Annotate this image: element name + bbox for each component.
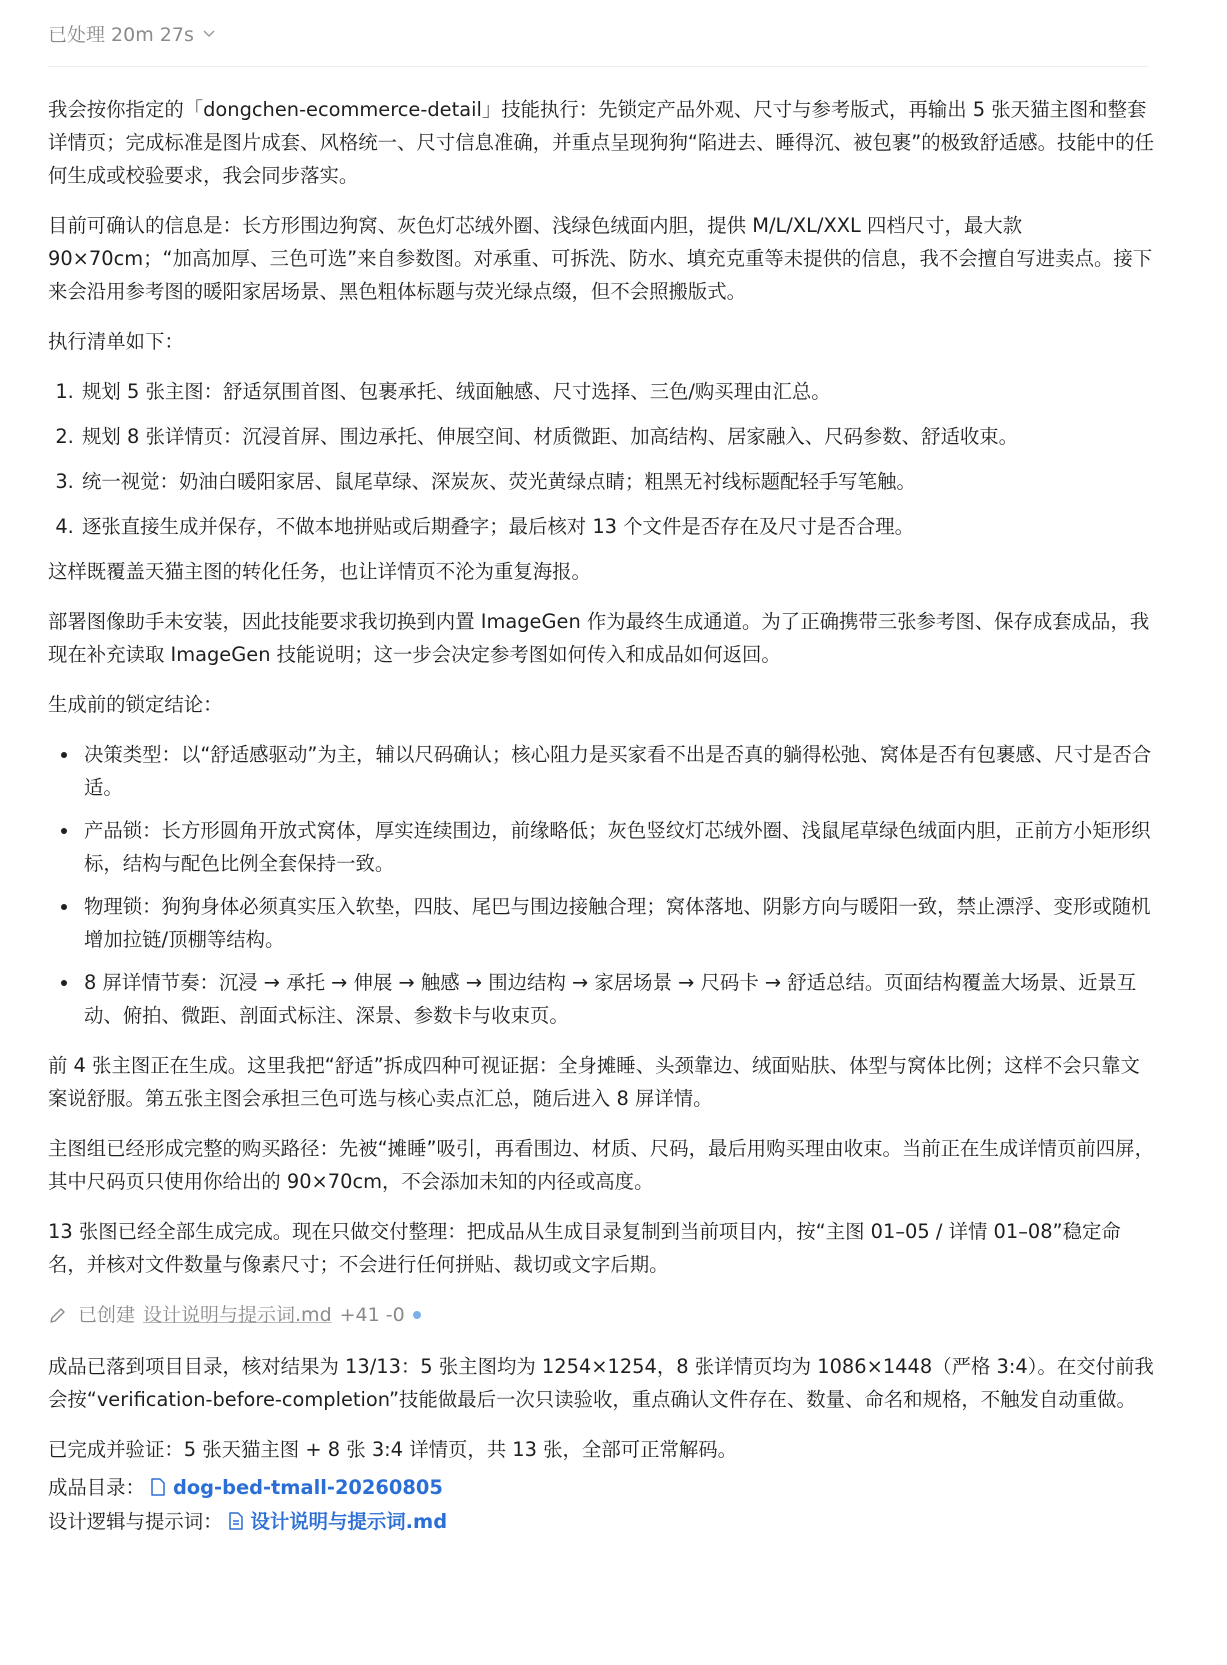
- file-icon: [149, 1477, 167, 1497]
- conclusions-list: [48, 738, 1158, 1032]
- conclusion-item: • 8 屏详情节奏：沉浸 → 承托 → 伸展 → 触感 → 围边结构 → 家居场景 → 尺码卡 → 舒适总结。页面结构覆盖大场景、近景互动、俯拍、微距、剖面式标注、深景、参数卡与收束页。: [80, 966, 1158, 1032]
- conclusion-item: • 决策类型：以“舒适感驱动”为主，辅以尺码确认；核心阻力是买家看不出是否真的躺得松弛、窝体是否有包裹感、尺寸是否合适。: [80, 738, 1158, 804]
- output-directory-name: dog-bed-tmall-20260805: [172, 1475, 443, 1499]
- pencil-icon: [48, 1305, 68, 1325]
- chat-message: [48, 0, 1188, 1538]
- created-label: 已创建: [78, 1303, 136, 1326]
- paragraph-known-info: 目前可确认的信息是：长方形围边狗窝、灰色灯芯绒外圈、浅绿色绒面内胆，提供 M/L/XL/XXL 四档尺寸，最大款 90×70cm；“加高加厚、三色可选”来自参数图。对承重、可拆洗、防水、填充克重等未提供的信息，我不会擅自写进卖点。接下来会沿用参考图的暖阳家居场景、黑色粗体标题与荧光绿点缀，但不会照搬版式。: [48, 214, 1153, 303]
- design-doc-name: 设计说明与提示词.md: [250, 1509, 448, 1533]
- checklist-item: 3. 统一视觉：奶油白暖阳家居、鼠尾草绿、深炭灰、荧光黄绿点睛；粗黑无衬线标题配轻手写笔触。: [80, 465, 1158, 498]
- checklist-item: 2. 规划 8 张详情页：沉浸首屏、围边承托、伸展空间、材质微距、加高结构、居家融入、尺码参数、舒适收束。: [80, 420, 1158, 453]
- chevron-down-icon[interactable]: [202, 26, 216, 40]
- conclusion-item: • 产品锁：长方形圆角开放式窝体，厚实连续围边，前缘略低；灰色竖纹灯芯绒外圈、浅鼠尾草绿色绒面内胆，正前方小矩形织标，结构与配色比例全套保持一致。: [80, 814, 1158, 880]
- paragraph-delivery: 13 张图已经全部生成完成。现在只做交付整理：把成品从生成目录复制到当前项目内，按“主图 01–05 / 详情 01–08”稳定命名，并核对文件数量与像素尺寸；不会进行任何拼贴、裁切或文字后期。: [48, 1220, 1121, 1276]
- status-dot: [413, 1311, 421, 1319]
- paragraph-imagegen: 部署图像助手未安装，因此技能要求我切换到内置 ImageGen 作为最终生成通道。为了正确携带三张参考图、保存成套成品，我现在补充读取 ImageGen 技能说明；这一步会决定参考图如何传入和成品如何返回。: [48, 610, 1150, 666]
- design-doc-link[interactable]: [223, 1505, 448, 1538]
- design-doc-label: 设计逻辑与提示词：: [48, 1509, 223, 1533]
- message-content: [48, 93, 1158, 1538]
- output-directory-link[interactable]: [145, 1471, 443, 1504]
- paragraph-purchase-path: 主图组已经形成完整的购买路径：先被“摊睡”吸引，再看围边、材质、尺码，最后用购买理由收束。当前正在生成详情页前四屏，其中尺码页只使用你给出的 90×70cm，不会添加未知的内径或高度。: [48, 1137, 1154, 1193]
- diff-stats: +41 -0: [339, 1303, 405, 1326]
- document-icon: [227, 1511, 245, 1531]
- processing-status-text: 已处理 20m 27s: [48, 23, 194, 46]
- file-created-row[interactable]: [48, 1298, 1158, 1332]
- paragraph-checklist-heading: 执行清单如下：: [48, 330, 184, 353]
- checklist-item: 4. 逐张直接生成并保存，不做本地拼贴或后期叠字；最后核对 13 个文件是否存在及尺寸是否合理。: [80, 510, 1158, 543]
- output-directory-row: [48, 1470, 1158, 1504]
- paragraph-conclusions-heading: 生成前的锁定结论：: [48, 693, 223, 716]
- checklist-item: 1. 规划 5 张主图：舒适氛围首图、包裹承托、绒面触感、尺寸选择、三色/购买理由汇总。: [80, 375, 1158, 408]
- paragraph-complete: 已完成并验证：5 张天猫主图 + 8 张 3:4 详情页，共 13 张，全部可正常解码。: [48, 1438, 738, 1461]
- paragraph-main-images: 前 4 张主图正在生成。这里我把“舒适”拆成四种可视证据：全身摊睡、头颈靠边、绒面贴肤、体型与窝体比例；这样不会只靠文案说舒服。第五张主图会承担三色可选与核心卖点汇总，随后进入 8 屏详情。: [48, 1054, 1140, 1110]
- paragraph-verification: 成品已落到项目目录，核对结果为 13/13：5 张主图均为 1254×1254，8 张详情页均为 1086×1448（严格 3:4）。在交付前我会按“verification-before-completion”技能做最后一次只读验收，重点确认文件存在、数量、命名和规格，不触发自动重做。: [48, 1355, 1154, 1411]
- paragraph-summary: 这样既覆盖天猫主图的转化任务，也让详情页不沦为重复海报。: [48, 560, 591, 583]
- created-filename-link[interactable]: 设计说明与提示词.md: [143, 1303, 332, 1326]
- processing-status-header[interactable]: [48, 0, 1148, 67]
- checklist: [48, 375, 1158, 543]
- output-directory-label: 成品目录：: [48, 1475, 145, 1499]
- paragraph-intro: 我会按你指定的「dongchen-ecommerce-detail」技能执行：先锁定产品外观、尺寸与参考版式，再输出 5 张天猫主图和整套详情页；完成标准是图片成套、风格统一、尺寸信息准确，并重点呈现狗狗“陷进去、睡得沉、被包裹”的极致舒适感。技能中的任何生成或校验要求，我会同步落实。: [48, 98, 1154, 187]
- design-doc-row: [48, 1504, 1158, 1538]
- conclusion-item: • 物理锁：狗狗身体必须真实压入软垫，四肢、尾巴与围边接触合理；窝体落地、阴影方向与暖阳一致，禁止漂浮、变形或随机增加拉链/顶棚等结构。: [80, 890, 1158, 956]
